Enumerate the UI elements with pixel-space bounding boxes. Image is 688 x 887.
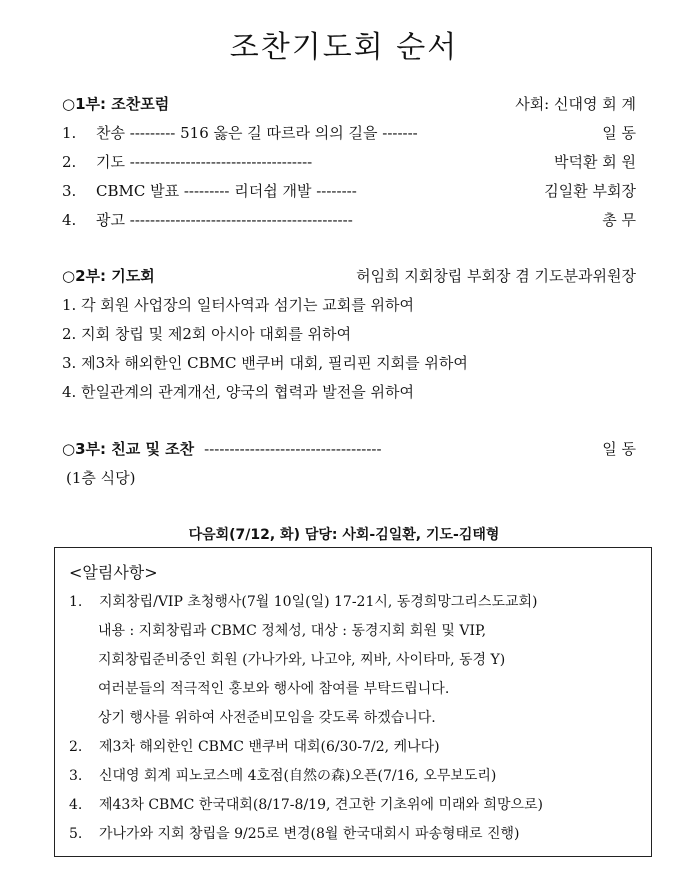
prayer-topic: 4. 한일관계의 관계개선, 양국의 협력과 발전을 위하여: [62, 383, 414, 401]
location-text: (1층 식당): [66, 469, 136, 487]
item-text: 지회창립/VIP 초청행사(7월 10일(일) 17-21시, 동경희망그리스도교회): [99, 594, 538, 610]
item-person: 김일환 부회장: [544, 182, 636, 200]
item-person: 박덕환 회 원: [554, 153, 636, 171]
item-number: 1.: [69, 594, 83, 610]
item-number: 2.: [69, 739, 83, 755]
notice-item: [69, 795, 644, 815]
prayer-topic: 2. 지회 창립 및 제2회 아시아 대회를 위하여: [62, 325, 352, 343]
part3-dashes: -----------------------------------: [204, 440, 382, 458]
item-number: 5.: [69, 826, 83, 842]
part1-header-row: [62, 94, 636, 114]
part1-host: 사회: 신대영 회 계: [515, 95, 636, 113]
part2-item: [62, 324, 636, 344]
part2-item: [62, 295, 636, 315]
item-number: 3.: [69, 768, 83, 784]
item-text: 제43차 CBMC 한국대회(8/17-8/19, 견고한 기초위에 미래와 희망으로): [99, 797, 544, 813]
item-text: CBMC 발표 --------- 리더쉽 개발 --------: [96, 182, 357, 200]
notice-header: <알림사항>: [69, 563, 158, 582]
part1-item: [62, 181, 636, 201]
part2-item: [62, 353, 636, 373]
item-text: 신대영 회계 피노코스메 4호점(自然の森)오픈(7/16, 오무보도리): [99, 768, 497, 784]
part1-item: [62, 152, 636, 172]
prayer-topic: 3. 제3차 해외한인 CBMC 밴쿠버 대회, 필리핀 지회를 위하여: [62, 354, 468, 372]
notice-item: [69, 766, 644, 786]
notice-detail: 상기 행사를 위하여 사전준비모임을 갖도록 하겠습니다.: [98, 710, 436, 726]
prayer-topic: 1. 각 회원 사업장의 일터사역과 섬기는 교회를 위하여: [62, 296, 414, 314]
notice-box: [54, 547, 652, 857]
item-text: 기도 ------------------------------------: [96, 153, 313, 171]
item-number: 1.: [62, 124, 77, 142]
page-title: 조찬기도회 순서: [229, 30, 459, 65]
notice-detail: 내용 : 지회창립과 CBMC 정체성, 대상 : 동경지회 회원 및 VIP,: [98, 623, 487, 639]
part2-header: ○2부: 기도회: [62, 267, 155, 285]
part3-header-row: [62, 439, 636, 459]
part2-leader: 허임희 지회창립 부회장 겸 기도분과위원장: [356, 267, 636, 285]
notice-item: [69, 592, 644, 612]
item-text: 찬송 --------- 516 옳은 길 따르라 의의 길을 -------: [96, 124, 418, 142]
part3-person: 일 동: [602, 440, 636, 458]
item-number: 2.: [62, 153, 77, 171]
part3-location: [66, 468, 640, 488]
item-number: 4.: [62, 211, 77, 229]
notice-detail: 지회창립준비중인 회원 (가나가와, 나고야, 찌바, 사이타마, 동경 Y): [98, 652, 506, 668]
item-number: 4.: [69, 797, 83, 813]
part2-item: [62, 382, 636, 402]
item-text: 가나가와 지회 창립을 9/25로 변경(8월 한국대회시 파송형태로 진행): [99, 826, 520, 842]
notice-item: [69, 824, 644, 844]
part1-item: [62, 123, 636, 143]
item-person: 총 무: [602, 211, 636, 229]
item-number: 3.: [62, 182, 77, 200]
part3-header: ○3부: 친교 및 조찬: [62, 440, 195, 458]
notice-detail: 여러분들의 적극적인 홍보와 행사에 참여를 부탁드립니다.: [98, 681, 450, 697]
part2-header-row: [62, 266, 636, 286]
next-meeting: 다음회(7/12, 화) 담당: 사회-김일환, 기도-김태형: [188, 527, 500, 543]
item-text: 광고 --------------------------------------------: [96, 211, 353, 229]
part1-item: [62, 210, 636, 230]
item-text: 제3차 해외한인 CBMC 밴쿠버 대회(6/30-7/2, 케나다): [99, 739, 440, 755]
notice-item: [69, 737, 644, 757]
item-person: 일 동: [602, 124, 636, 142]
part1-header: ○1부: 조찬포럼: [62, 95, 170, 113]
